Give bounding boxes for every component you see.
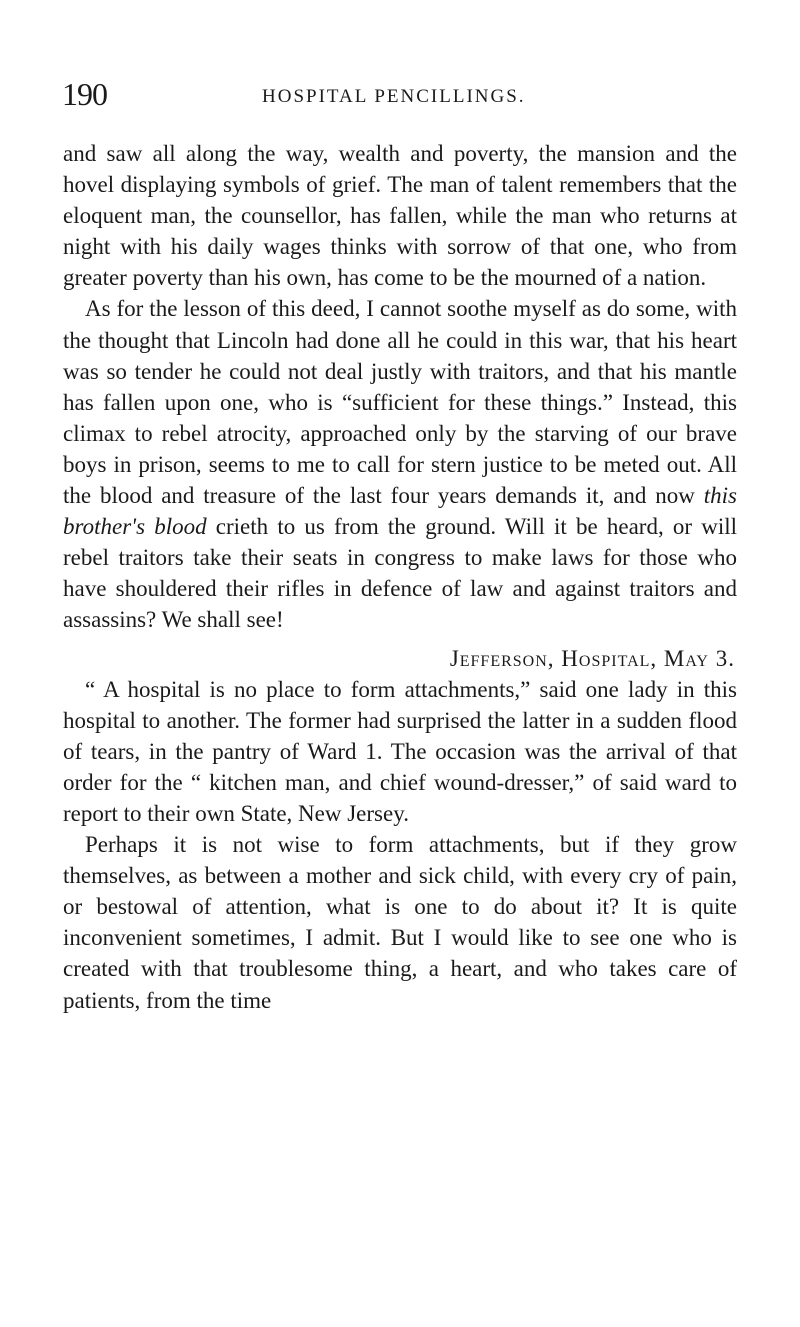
dateline: Jefferson, Hospital, May 3. [449, 645, 735, 671]
italic-phrase: this brother's blood [63, 483, 737, 540]
page-number: 190 [62, 76, 107, 112]
body-text [63, 138, 737, 1016]
paragraph-3: “ A hospital is no place to form attachments,” said one lady in this hospital to another. The former had surprised the latter in a sudden flood of tears, in the pantry of Ward 1. The occasion was the arrival of that order for the “ kitchen man, and chief wound-dresser,” of said ward to report to their own State, New Jersey. [63, 676, 737, 826]
page-header [62, 76, 742, 116]
paragraph-1: and saw all along the way, wealth and poverty, the mansion and the hovel displaying symbols of grief. The man of talent remembers that the eloquent man, the counsellor, has fallen, while the man who returns at night with his daily wages thinks with sorrow of that one, who from greater poverty than his own, has come to be the mourned of a nation. [63, 141, 737, 291]
paragraph-2-part-2: crieth to us from the ground. Will it be heard, or will rebel traitors take their seats in congress to make laws for those who have shouldered their rifles in defence of law and against traitors and assassins? We shall see! [63, 514, 737, 633]
paragraph-2-part-1: As for the lesson of this deed, I cannot soothe myself as do some, with the thought that Lincoln had done all he could in this war, that his heart was so tender he could not deal justly with traitors, and that his mantle has fallen upon one, who is “sufficient for these things.” Instead, this climax to rebel atrocity, approached only by the starving of our brave boys in prison, seems to me to call for stern justice to be meted out. All the blood and treasure of the last four years demands it, and now [63, 296, 737, 509]
paragraph-4: Perhaps it is not wise to form attachments, but if they grow themselves, as between a mother and sick child, with every cry of pain, or bestowal of attention, what is one to do about it? It is quite inconvenient sometimes, I admit. But I would like to see one who is created with that troublesome thing, a heart, and who takes care of patients, from the time [63, 832, 737, 1013]
paragraph-2 [63, 293, 737, 635]
running-head: HOSPITAL PENCILLINGS. [262, 86, 526, 107]
